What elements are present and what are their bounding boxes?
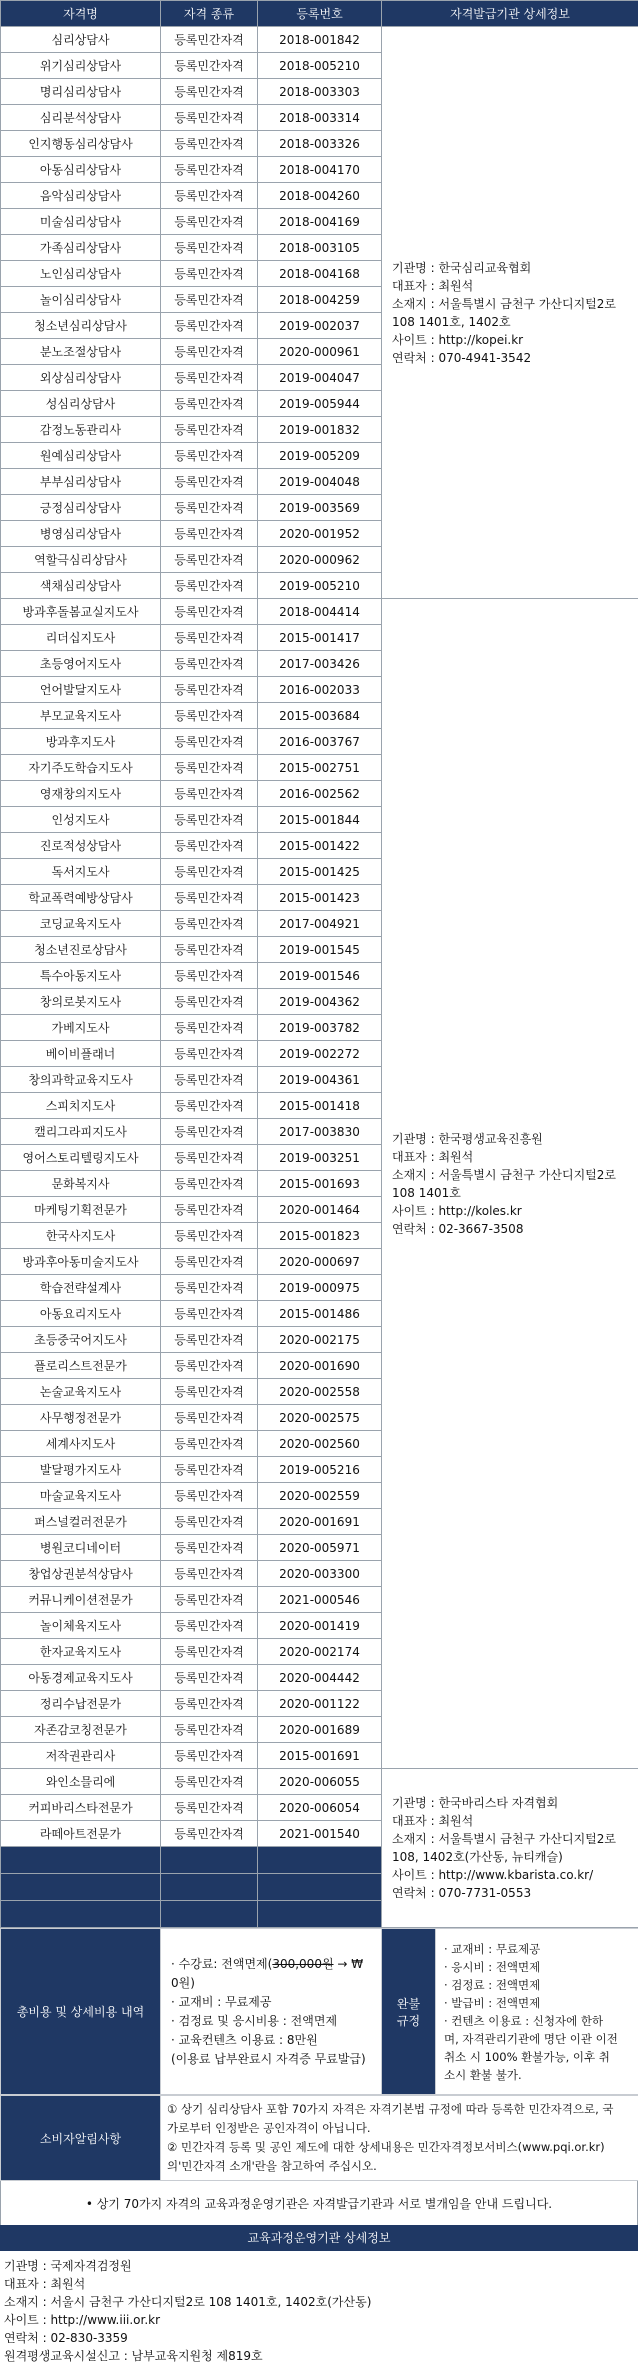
- registration-number-cell: 2020-000961: [258, 339, 382, 365]
- qualification-type-cell: 등록민간자격: [161, 1665, 258, 1691]
- qualification-name-cell: 창의로봇지도사: [1, 989, 161, 1015]
- registration-number-cell: 2020-005971: [258, 1535, 382, 1561]
- issuer-info-line: 108 1401호, 1402호: [392, 313, 628, 331]
- qualification-name-cell: 창업상권분석상담사: [1, 1561, 161, 1587]
- registration-number-cell: 2019-000975: [258, 1275, 382, 1301]
- qualification-type-cell: 등록민간자격: [161, 1353, 258, 1379]
- registration-number-cell: 2015-001422: [258, 833, 382, 859]
- qualification-type-cell: 등록민간자격: [161, 1145, 258, 1171]
- qualification-name-cell: 리더십지도사: [1, 625, 161, 651]
- qualification-name-cell: 특수아동지도사: [1, 963, 161, 989]
- empty-cell: [1, 1874, 161, 1901]
- consumer-notice: [161, 2096, 638, 2181]
- table-row: [1, 599, 638, 625]
- qualification-name-cell: 역할극심리상담사: [1, 547, 161, 573]
- qualification-name-cell: 미술심리상담사: [1, 209, 161, 235]
- issuer-info-line: 사이트 : http://koles.kr: [392, 1202, 628, 1220]
- qualification-type-cell: 등록민간자격: [161, 521, 258, 547]
- registration-number-cell: 2019-002037: [258, 313, 382, 339]
- qualification-type-cell: 등록민간자격: [161, 1223, 258, 1249]
- registration-number-cell: 2016-002562: [258, 781, 382, 807]
- fees-tuition-now: → ₩ 0원): [171, 1957, 363, 1990]
- registration-number-cell: 2021-001540: [258, 1821, 382, 1847]
- registration-number-cell: 2019-002272: [258, 1041, 382, 1067]
- qualification-name-cell: 인지행동심리상담사: [1, 131, 161, 157]
- consumer-line: 가로부터 인정받은 공인자격이 아닙니다.: [167, 2119, 632, 2138]
- qualification-name-cell: 커피바리스타전문가: [1, 1795, 161, 1821]
- issuer-info-line: 대표자 : 최원석: [392, 1812, 628, 1830]
- registration-number-cell: 2018-004170: [258, 157, 382, 183]
- qualification-name-cell: 학습전략설계사: [1, 1275, 161, 1301]
- org-line: 연락처 : 02-830-3359: [4, 2329, 634, 2347]
- consumer-line: ① 상기 심리상담사 포함 70가지 자격은 자격기본법 규정에 따라 등록한 민간자격으로, 국: [167, 2100, 632, 2119]
- qualification-name-cell: 영어스토리텔링지도사: [1, 1145, 161, 1171]
- registration-number-cell: 2020-002558: [258, 1379, 382, 1405]
- qualification-name-cell: 정리수납전문가: [1, 1691, 161, 1717]
- consumer-table: [0, 2095, 638, 2181]
- registration-number-cell: 2020-001689: [258, 1717, 382, 1743]
- qualification-type-cell: 등록민간자격: [161, 27, 258, 53]
- issuer-info-line: 기관명 : 한국바리스타 자격협회: [392, 1794, 628, 1812]
- empty-cell: [258, 1901, 382, 1928]
- qualification-type-cell: 등록민간자격: [161, 1431, 258, 1457]
- qualification-name-cell: 발달평가지도사: [1, 1457, 161, 1483]
- qualification-name-cell: 아동요리지도사: [1, 1301, 161, 1327]
- registration-number-cell: 2020-000697: [258, 1249, 382, 1275]
- issuer-info-line: 소재지 : 서울특별시 금천구 가산디지털2로: [392, 295, 628, 313]
- qualification-type-cell: 등록민간자격: [161, 651, 258, 677]
- refund-item: · 컨텐츠 이용료 : 신청자에 한하: [444, 2012, 630, 2030]
- qualification-type-cell: 등록민간자격: [161, 1041, 258, 1067]
- registration-number-cell: 2015-001693: [258, 1171, 382, 1197]
- consumer-label: 소비자알림사항: [1, 2096, 161, 2181]
- qualification-type-cell: 등록민간자격: [161, 1821, 258, 1847]
- registration-number-cell: 2019-001546: [258, 963, 382, 989]
- qualification-type-cell: 등록민간자격: [161, 313, 258, 339]
- header-qualification-name: 자격명: [1, 1, 161, 27]
- qualification-name-cell: 자존감코칭전문가: [1, 1717, 161, 1743]
- registration-number-cell: 2018-004414: [258, 599, 382, 625]
- registration-number-cell: 2018-003314: [258, 105, 382, 131]
- qualification-type-cell: 등록민간자격: [161, 417, 258, 443]
- qualification-name-cell: 코딩교육지도사: [1, 911, 161, 937]
- registration-number-cell: 2018-003105: [258, 235, 382, 261]
- qualification-type-cell: 등록민간자격: [161, 1015, 258, 1041]
- qualification-name-cell: 초등영어지도사: [1, 651, 161, 677]
- consumer-row: [1, 2096, 638, 2181]
- fees-details: [161, 1929, 382, 2095]
- qualification-type-cell: 등록민간자격: [161, 937, 258, 963]
- qualification-name-cell: 초등중국어지도사: [1, 1327, 161, 1353]
- qualification-name-cell: 성심리상담사: [1, 391, 161, 417]
- qualification-name-cell: 베이비플래너: [1, 1041, 161, 1067]
- qualification-name-cell: 긍정심리상담사: [1, 495, 161, 521]
- registration-number-cell: 2015-001844: [258, 807, 382, 833]
- registration-number-cell: 2015-001423: [258, 885, 382, 911]
- issuer-info-line: 기관명 : 한국평생교육진흥원: [392, 1130, 628, 1148]
- qualification-name-cell: 원예심리상담사: [1, 443, 161, 469]
- registration-number-cell: 2020-002560: [258, 1431, 382, 1457]
- refund-item: 취소 시 100% 환불가능, 이후 취: [444, 2048, 630, 2066]
- qualification-type-cell: 등록민간자격: [161, 1301, 258, 1327]
- qualification-type-cell: 등록민간자격: [161, 1717, 258, 1743]
- qualification-name-cell: 분노조절상담사: [1, 339, 161, 365]
- qualification-name-cell: 병원코디네이터: [1, 1535, 161, 1561]
- qualification-type-cell: 등록민간자격: [161, 53, 258, 79]
- qualification-name-cell: 플로리스트전문가: [1, 1353, 161, 1379]
- qualification-type-cell: 등록민간자격: [161, 469, 258, 495]
- registration-number-cell: 2017-004921: [258, 911, 382, 937]
- registration-number-cell: 2018-004259: [258, 287, 382, 313]
- registration-number-cell: 2019-001545: [258, 937, 382, 963]
- empty-cell: [258, 1874, 382, 1901]
- qualification-type-cell: 등록민간자격: [161, 1197, 258, 1223]
- qualification-type-cell: 등록민간자격: [161, 703, 258, 729]
- qualification-name-cell: 심리분석상담사: [1, 105, 161, 131]
- qualification-name-cell: 진로적성상담사: [1, 833, 161, 859]
- table-row: [1, 1769, 638, 1795]
- qualification-name-cell: 외상심리상담사: [1, 365, 161, 391]
- registration-number-cell: 2016-003767: [258, 729, 382, 755]
- qualification-name-cell: 아동심리상담사: [1, 157, 161, 183]
- qualification-type-cell: 등록민간자격: [161, 625, 258, 651]
- qualification-name-cell: 라떼아트전문가: [1, 1821, 161, 1847]
- registration-number-cell: 2015-001425: [258, 859, 382, 885]
- issuer-info-line: 108, 1402호(가산동, 뉴티캐슬): [392, 1848, 628, 1866]
- registration-number-cell: 2020-001952: [258, 521, 382, 547]
- qualification-name-cell: 아동경제교육지도사: [1, 1665, 161, 1691]
- org-line: 원격평생교육시설신고 : 남부교육지원청 제819호: [4, 2347, 634, 2365]
- empty-cell: [1, 1901, 161, 1928]
- org-line: 대표자 : 최원석: [4, 2275, 634, 2293]
- qualification-name-cell: 사무행정전문가: [1, 1405, 161, 1431]
- registration-number-cell: 2019-003569: [258, 495, 382, 521]
- fees-content-note: (이용료 납부완료시 자격증 무료발급): [171, 2050, 371, 2069]
- qualification-type-cell: 등록민간자격: [161, 1535, 258, 1561]
- fees-table: [0, 1928, 638, 2095]
- issuer-info-cell: [382, 27, 638, 599]
- registration-number-cell: 2019-003782: [258, 1015, 382, 1041]
- qualification-name-cell: 부부심리상담사: [1, 469, 161, 495]
- refund-item: 며, 자격관리기관에 명단 이관 이전: [444, 2030, 630, 2048]
- qualification-name-cell: 학교폭력예방상담사: [1, 885, 161, 911]
- fees-row: [1, 1929, 638, 2095]
- issuer-info-line: 사이트 : http://kopei.kr: [392, 331, 628, 349]
- registration-number-cell: 2019-003251: [258, 1145, 382, 1171]
- qualification-type-cell: 등록민간자격: [161, 989, 258, 1015]
- header-qualification-type: 자격 종류: [161, 1, 258, 27]
- empty-cell: [1, 1847, 161, 1874]
- refund-label: [382, 1929, 436, 2095]
- qualification-type-cell: 등록민간자격: [161, 1457, 258, 1483]
- registration-number-cell: 2020-002175: [258, 1327, 382, 1353]
- org-line: 사이트 : http://www.iii.or.kr: [4, 2311, 634, 2329]
- issuer-info-line: 연락처 : 070-7731-0553: [392, 1884, 628, 1902]
- table-body: [1, 27, 638, 1928]
- registration-number-cell: 2018-003326: [258, 131, 382, 157]
- qualification-type-cell: 등록민간자격: [161, 1743, 258, 1769]
- registration-number-cell: 2015-001691: [258, 1743, 382, 1769]
- qualification-name-cell: 청소년심리상담사: [1, 313, 161, 339]
- registration-number-cell: 2020-001690: [258, 1353, 382, 1379]
- qualification-type-cell: 등록민간자격: [161, 833, 258, 859]
- refund-item: · 검정료 : 전액면제: [444, 1976, 630, 1994]
- qualification-type-cell: 등록민간자격: [161, 1561, 258, 1587]
- qualification-type-cell: 등록민간자격: [161, 1795, 258, 1821]
- qualification-name-cell: 캘리그라피지도사: [1, 1119, 161, 1145]
- issuer-info-line: 사이트 : http://www.kbarista.co.kr/: [392, 1866, 628, 1884]
- note-text: • 상기 70가지 자격의 교육과정운영기관은 자격발급기관과 서로 별개임을 안내 드립니다.: [86, 2195, 552, 2212]
- registration-number-cell: 2015-001417: [258, 625, 382, 651]
- issuer-info-line: 기관명 : 한국심리교육협회: [392, 259, 628, 277]
- org-line: 기관명 : 국제자격검정원: [4, 2257, 634, 2275]
- qualification-name-cell: 한국사지도사: [1, 1223, 161, 1249]
- registration-number-cell: 2019-005210: [258, 573, 382, 599]
- qualification-name-cell: 창의과학교육지도사: [1, 1067, 161, 1093]
- qualification-type-cell: 등록민간자격: [161, 781, 258, 807]
- registration-number-cell: 2020-004442: [258, 1665, 382, 1691]
- refund-details: [436, 1929, 638, 2095]
- qualification-name-cell: 커뮤니케이션전문가: [1, 1587, 161, 1613]
- issuer-info-line: 연락처 : 070-4941-3542: [392, 349, 628, 367]
- header-registration-number: 등록번호: [258, 1, 382, 27]
- registration-number-cell: 2019-004361: [258, 1067, 382, 1093]
- registration-number-cell: 2020-000962: [258, 547, 382, 573]
- registration-number-cell: 2016-002033: [258, 677, 382, 703]
- qualification-name-cell: 한자교육지도사: [1, 1639, 161, 1665]
- qualification-name-cell: 방과후돌봄교실지도사: [1, 599, 161, 625]
- qualification-name-cell: 청소년진로상담사: [1, 937, 161, 963]
- registration-number-cell: 2020-001122: [258, 1691, 382, 1717]
- registration-number-cell: 2015-001418: [258, 1093, 382, 1119]
- qualification-type-cell: 등록민간자격: [161, 339, 258, 365]
- qualification-type-cell: 등록민간자격: [161, 1405, 258, 1431]
- qualification-name-cell: 위기심리상담사: [1, 53, 161, 79]
- qualification-type-cell: 등록민간자격: [161, 287, 258, 313]
- registration-number-cell: 2017-003830: [258, 1119, 382, 1145]
- qualification-type-cell: 등록민간자격: [161, 547, 258, 573]
- qualification-name-cell: 영재창의지도사: [1, 781, 161, 807]
- empty-cell: [258, 1847, 382, 1874]
- qualification-type-cell: 등록민간자격: [161, 131, 258, 157]
- qualification-name-cell: 놀이체육지도사: [1, 1613, 161, 1639]
- qualification-name-cell: 놀이심리상담사: [1, 287, 161, 313]
- qualification-name-cell: 논술교육지도사: [1, 1379, 161, 1405]
- qualification-name-cell: 방과후지도사: [1, 729, 161, 755]
- qualification-type-cell: 등록민간자격: [161, 1067, 258, 1093]
- qualification-name-cell: 퍼스널컬러전문가: [1, 1509, 161, 1535]
- table-header-row: [1, 1, 638, 27]
- registration-number-cell: 2019-004362: [258, 989, 382, 1015]
- registration-number-cell: 2020-006054: [258, 1795, 382, 1821]
- registration-number-cell: 2017-003426: [258, 651, 382, 677]
- qualification-type-cell: 등록민간자격: [161, 209, 258, 235]
- registration-number-cell: 2018-004169: [258, 209, 382, 235]
- registration-number-cell: 2020-003300: [258, 1561, 382, 1587]
- qualification-name-cell: 가족심리상담사: [1, 235, 161, 261]
- qualification-type-cell: 등록민간자격: [161, 235, 258, 261]
- qualification-type-cell: 등록민간자격: [161, 755, 258, 781]
- registration-number-cell: 2015-003684: [258, 703, 382, 729]
- qualification-type-cell: 등록민간자격: [161, 261, 258, 287]
- empty-cell: [161, 1847, 258, 1874]
- registration-number-cell: 2019-005216: [258, 1457, 382, 1483]
- qualification-type-cell: 등록민간자격: [161, 443, 258, 469]
- refund-label-line-2: 규정: [382, 2012, 435, 2029]
- registration-number-cell: 2018-004168: [258, 261, 382, 287]
- separate-operator-note: [0, 2181, 638, 2225]
- qualification-name-cell: 스피치지도사: [1, 1093, 161, 1119]
- registration-number-cell: 2020-001691: [258, 1509, 382, 1535]
- registration-number-cell: 2018-003303: [258, 79, 382, 105]
- qualification-type-cell: 등록민간자격: [161, 1509, 258, 1535]
- qualification-name-cell: 문화복지사: [1, 1171, 161, 1197]
- issuer-info-cell: [382, 1769, 638, 1928]
- qualification-type-cell: 등록민간자격: [161, 105, 258, 131]
- registration-number-cell: 2019-005944: [258, 391, 382, 417]
- qualification-type-cell: 등록민간자격: [161, 157, 258, 183]
- registration-number-cell: 2015-001823: [258, 1223, 382, 1249]
- consumer-line: ② 민간자격 등록 및 공인 제도에 대한 상세내용은 민간자격정보서비스(www.pqi.or.kr): [167, 2138, 632, 2157]
- empty-cell: [161, 1874, 258, 1901]
- qualification-name-cell: 세계사지도사: [1, 1431, 161, 1457]
- table-row: [1, 27, 638, 53]
- qualification-type-cell: 등록민간자격: [161, 1093, 258, 1119]
- qualification-type-cell: 등록민간자격: [161, 963, 258, 989]
- fees-label: 총비용 및 상세비용 내역: [1, 1929, 161, 2095]
- qualification-type-cell: 등록민간자격: [161, 859, 258, 885]
- qualification-name-cell: 가베지도사: [1, 1015, 161, 1041]
- qualification-name-cell: 마술교육지도사: [1, 1483, 161, 1509]
- qualification-type-cell: 등록민간자격: [161, 885, 258, 911]
- qualification-type-cell: 등록민간자격: [161, 677, 258, 703]
- issuer-info-cell: [382, 599, 638, 1769]
- qualification-name-cell: 와인소믈리에: [1, 1769, 161, 1795]
- qualification-name-cell: 병영심리상담사: [1, 521, 161, 547]
- org-details: [0, 2251, 638, 2371]
- qualification-type-cell: 등록민간자격: [161, 183, 258, 209]
- qualification-type-cell: 등록민간자격: [161, 1327, 258, 1353]
- issuer-info-line: 소재지 : 서울특별시 금천구 가산디지털2로: [392, 1166, 628, 1184]
- issuer-info-line: 대표자 : 최원석: [392, 1148, 628, 1166]
- qualification-name-cell: 부모교육지도사: [1, 703, 161, 729]
- registration-number-cell: 2015-002751: [258, 755, 382, 781]
- qualification-name-cell: 인성지도사: [1, 807, 161, 833]
- registration-number-cell: 2018-001842: [258, 27, 382, 53]
- fees-exam: · 검정료 및 응시비용 : 전액면제: [171, 2012, 371, 2031]
- qualification-type-cell: 등록민간자격: [161, 729, 258, 755]
- issuer-info-line: 대표자 : 최원석: [392, 277, 628, 295]
- registration-number-cell: 2019-004047: [258, 365, 382, 391]
- fees-textbook: · 교재비 : 무료제공: [171, 1993, 371, 2012]
- registration-number-cell: 2018-005210: [258, 53, 382, 79]
- qualification-type-cell: 등록민간자격: [161, 1769, 258, 1795]
- qualification-name-cell: 독서지도사: [1, 859, 161, 885]
- issuer-info-line: 소재지 : 서울특별시 금천구 가산디지털2로: [392, 1830, 628, 1848]
- registration-number-cell: 2018-004260: [258, 183, 382, 209]
- refund-item: · 응시비 : 전액면제: [444, 1958, 630, 1976]
- qualification-name-cell: 저작권관리사: [1, 1743, 161, 1769]
- qualification-name-cell: 명리심리상담사: [1, 79, 161, 105]
- registration-number-cell: 2020-002174: [258, 1639, 382, 1665]
- qualification-type-cell: 등록민간자격: [161, 573, 258, 599]
- refund-item: · 발급비 : 전액면제: [444, 1994, 630, 2012]
- fees-content: · 교육컨텐츠 이용료 : 8만원: [171, 2031, 371, 2050]
- qualification-type-cell: 등록민간자격: [161, 1587, 258, 1613]
- qualification-type-cell: 등록민간자격: [161, 911, 258, 937]
- qualification-name-cell: 색채심리상담사: [1, 573, 161, 599]
- registration-number-cell: 2019-004048: [258, 469, 382, 495]
- qualification-name-cell: 마케팅기획전문가: [1, 1197, 161, 1223]
- registration-number-cell: 2020-006055: [258, 1769, 382, 1795]
- empty-cell: [161, 1901, 258, 1928]
- qualification-name-cell: 방과후아동미술지도사: [1, 1249, 161, 1275]
- qualification-type-cell: 등록민간자격: [161, 391, 258, 417]
- qualification-type-cell: 등록민간자격: [161, 1249, 258, 1275]
- registration-number-cell: 2020-001464: [258, 1197, 382, 1223]
- qualification-type-cell: 등록민간자격: [161, 495, 258, 521]
- qualification-name-cell: 감정노동관리사: [1, 417, 161, 443]
- qualification-type-cell: 등록민간자격: [161, 79, 258, 105]
- qualification-name-cell: 노인심리상담사: [1, 261, 161, 287]
- refund-item: 소시 환불 불가.: [444, 2066, 630, 2084]
- registration-number-cell: 2020-002559: [258, 1483, 382, 1509]
- registration-number-cell: 2021-000546: [258, 1587, 382, 1613]
- org-section-title: 교육과정운영기관 상세정보: [0, 2225, 638, 2251]
- registration-number-cell: 2019-005209: [258, 443, 382, 469]
- qualification-type-cell: 등록민간자격: [161, 1483, 258, 1509]
- registration-number-cell: 2019-001832: [258, 417, 382, 443]
- registration-number-cell: 2020-002575: [258, 1405, 382, 1431]
- refund-label-line-1: 완불: [382, 1995, 435, 2012]
- qualification-type-cell: 등록민간자격: [161, 1639, 258, 1665]
- registration-number-cell: 2020-001419: [258, 1613, 382, 1639]
- issuer-info-line: 108 1401호: [392, 1184, 628, 1202]
- fees-tuition-original: 300,000원: [272, 1957, 333, 1971]
- issuer-info-line: 연락처 : 02-3667-3508: [392, 1220, 628, 1238]
- qualification-type-cell: 등록민간자격: [161, 1275, 258, 1301]
- qualification-type-cell: 등록민간자격: [161, 1171, 258, 1197]
- qualification-type-cell: 등록민간자격: [161, 1613, 258, 1639]
- qualification-name-cell: 심리상담사: [1, 27, 161, 53]
- qualification-name-cell: 음악심리상담사: [1, 183, 161, 209]
- qualification-name-cell: 자기주도학습지도사: [1, 755, 161, 781]
- refund-item: · 교재비 : 무료제공: [444, 1940, 630, 1958]
- qualification-type-cell: 등록민간자격: [161, 365, 258, 391]
- fees-tuition-prefix: · 수강료: 전액면제(: [171, 1957, 272, 1971]
- qualification-type-cell: 등록민간자격: [161, 1379, 258, 1405]
- qualification-type-cell: 등록민간자격: [161, 599, 258, 625]
- qualification-type-cell: 등록민간자격: [161, 1691, 258, 1717]
- header-issuer-info: 자격발급기관 상세정보: [382, 1, 638, 27]
- registration-number-cell: 2015-001486: [258, 1301, 382, 1327]
- qualification-name-cell: 언어발달지도사: [1, 677, 161, 703]
- consumer-line: 의'민간자격 소개'란을 참고하여 주십시오.: [167, 2157, 632, 2176]
- qualification-type-cell: 등록민간자격: [161, 807, 258, 833]
- org-line: 소재지 : 서울시 금천구 가산디지털2로 108 1401호, 1402호(가산동): [4, 2293, 634, 2311]
- qualification-type-cell: 등록민간자격: [161, 1119, 258, 1145]
